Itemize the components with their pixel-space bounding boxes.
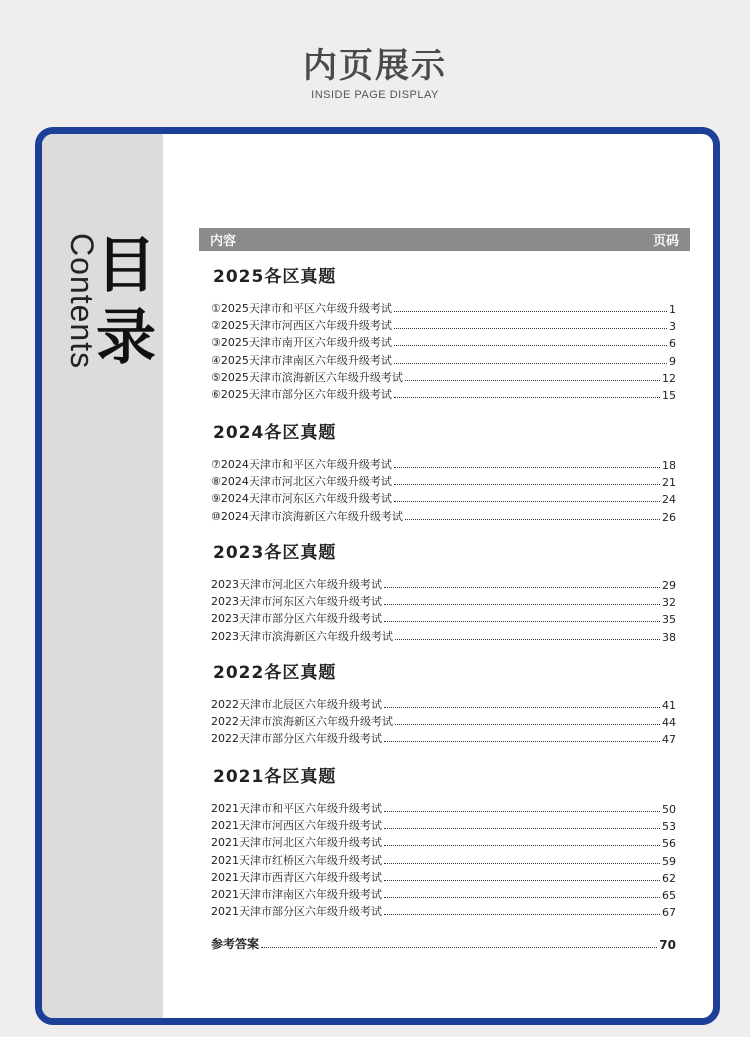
section-title: 2024各区真题 [213,423,337,443]
toc-entry-page: 26 [662,510,676,524]
book-page-frame [35,127,720,1025]
toc-entry[interactable] [211,713,676,729]
toc-entry[interactable] [211,508,676,524]
dot-leader [395,724,660,725]
toc-entry-label: ⑧2024天津市河北区六年级升级考试 [211,475,392,489]
toc-entry-page: 44 [662,716,676,730]
toc-entry-label: 2021天津市河北区六年级升级考试 [211,836,382,850]
page-subtitle: INSIDE PAGE DISPLAY [311,89,439,101]
mulu-char-1: 目 [96,231,156,301]
toc-header-content: 内容 [210,234,237,249]
toc-entry-label: 2023天津市河北区六年级升级考试 [211,578,382,591]
dot-leader [405,519,660,520]
toc-entry-label: ③2025天津市南开区六年级升级考试 [211,336,392,350]
toc-entry-label: 2023天津市部分区六年级升级考试 [211,612,382,626]
toc-header-bar [199,228,690,251]
toc-entry-page: 65 [662,889,676,902]
toc-entry-page: 15 [662,389,676,402]
toc-entry-label: 2023天津市滨海新区六年级升级考试 [211,629,393,643]
dot-leader [394,328,667,329]
toc-header-page: 页码 [652,234,679,249]
toc-entry-page: 35 [662,613,676,627]
toc-entry-page: 53 [662,820,676,834]
toc-entry-page: 6 [669,337,676,351]
dot-leader [384,863,660,864]
section-title: 2021各区真题 [213,767,337,787]
section-title: 2023各区真题 [213,543,337,563]
toc-entry-label: 2021天津市和平区六年级升级考试 [211,802,382,815]
dot-leader [384,707,660,708]
mulu-heading [96,230,156,374]
toc-entry[interactable] [211,386,676,402]
toc-entry[interactable] [211,817,676,833]
toc-entry-label: ⑥2025天津市部分区六年级升级考试 [211,388,392,401]
toc-entry-label: 2021天津市部分区六年级升级考试 [211,905,382,919]
dot-leader [384,828,660,829]
toc-entry[interactable] [211,696,676,712]
table-of-contents [199,228,690,952]
toc-entry-page: 62 [662,871,676,885]
toc-entry-page: 3 [669,320,676,334]
toc-entry-page: 32 [662,596,676,610]
toc-entry-page: 67 [662,906,676,920]
toc-entry[interactable] [211,869,676,885]
page-title: 内页展示 [303,46,447,86]
toc-entry-label: ①2025天津市和平区六年级升级考试 [211,302,392,315]
mulu-char-2: 录 [96,303,156,373]
toc-entry[interactable] [211,852,676,868]
toc-entry-label: 2022天津市部分区六年级升级考试 [211,732,382,746]
dot-leader [394,363,667,364]
dot-leader [394,484,660,485]
dot-leader [384,604,660,605]
toc-entry-label: 2023天津市河东区六年级升级考试 [211,595,382,609]
dot-leader [384,741,660,742]
dot-leader [384,587,660,588]
dot-leader [384,621,660,622]
toc-entry-label: ⑨2024天津市河东区六年级升级考试 [211,492,392,506]
dot-leader [261,947,657,948]
answers-label: 参考答案 [211,937,260,951]
dot-leader [384,914,660,915]
toc-sidebar [42,134,163,1018]
toc-entry[interactable] [211,490,676,506]
toc-entry[interactable] [211,834,676,850]
toc-entry[interactable] [211,369,676,385]
toc-entry-label: ⑤2025天津市滨海新区六年级升级考试 [211,370,403,384]
toc-entry-label: 2021天津市河西区六年级升级考试 [211,819,382,833]
toc-entry-page: 47 [662,733,676,747]
toc-entry[interactable] [211,352,676,368]
dot-leader [384,845,660,846]
dot-leader [394,397,660,398]
dot-leader [405,380,660,381]
section-title: 2025各区真题 [213,267,337,287]
dot-leader [384,811,660,812]
toc-entry-page: 24 [662,493,676,507]
toc-entry-page: 38 [662,630,676,644]
toc-entry-page: 18 [662,459,676,472]
toc-entry-page: 56 [662,837,676,851]
toc-entry-page: 1 [669,303,676,316]
toc-entry-page: 9 [669,354,676,368]
toc-entry-label: 2021天津市红桥区六年级升级考试 [211,853,382,867]
dot-leader [395,639,660,640]
toc-entry[interactable] [211,593,676,609]
toc-entry-label: 2022天津市北辰区六年级升级考试 [211,698,382,711]
toc-entry-label: ⑩2024天津市滨海新区六年级升级考试 [211,509,403,523]
toc-entry-label: ⑦2024天津市和平区六年级升级考试 [211,458,392,471]
toc-entry[interactable] [211,456,676,472]
toc-entry-page: 41 [662,699,676,712]
toc-entry[interactable] [211,903,676,919]
toc-entry[interactable] [211,317,676,333]
dot-leader [394,345,667,346]
toc-entry[interactable] [211,334,676,350]
toc-entry[interactable] [211,800,676,816]
toc-entry-label: 2022天津市滨海新区六年级升级考试 [211,715,393,729]
section-title: 2022各区真题 [213,663,337,683]
toc-entry-page: 59 [662,854,676,868]
contents-label: Contents [64,233,100,370]
toc-entry[interactable] [211,886,676,902]
answers-page: 70 [659,938,676,952]
toc-entry[interactable] [211,730,676,746]
page-header [0,0,750,120]
toc-entry-page: 21 [662,476,676,490]
dot-leader [384,897,660,898]
dot-leader [384,880,660,881]
toc-entry-label: 2021天津市西青区六年级升级考试 [211,870,382,884]
toc-entry-page: 50 [662,803,676,816]
toc-entry-label: ②2025天津市河西区六年级升级考试 [211,319,392,333]
toc-entry[interactable] [211,610,676,626]
toc-entry-label: 2021天津市津南区六年级升级考试 [211,888,382,901]
dot-leader [394,467,660,468]
toc-entry-page: 12 [662,371,676,385]
toc-entry-answers[interactable] [211,936,676,952]
dot-leader [394,311,667,312]
dot-leader [394,501,660,502]
toc-entry[interactable] [211,576,676,592]
toc-entry[interactable] [211,628,676,644]
toc-entry[interactable] [211,473,676,489]
toc-entry-page: 29 [662,579,676,592]
toc-entry-label: ④2025天津市津南区六年级升级考试 [211,353,392,367]
toc-entry[interactable] [211,300,676,316]
